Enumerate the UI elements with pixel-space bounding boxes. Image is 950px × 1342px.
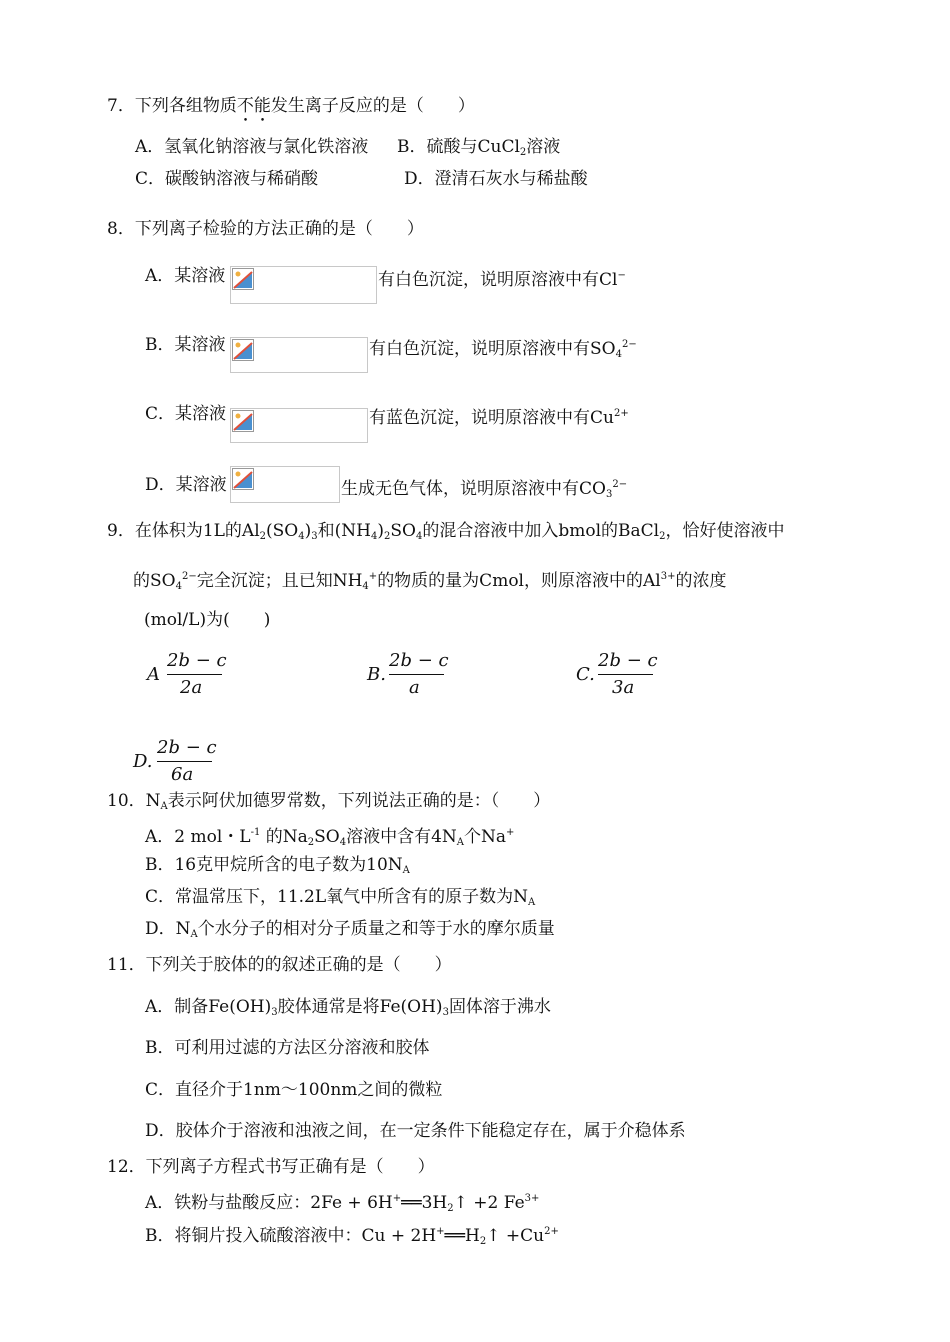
q10-option-a: A．2 mol・$L^{-1}$ 的$Na_2SO_4$溶液中含有$4N_A$个Na+ [145, 827, 515, 848]
q11-option-d: D．胶体介于溶液和浊液之间，在一定条件下能稳定存在，属于介稳体系 [145, 1121, 686, 1141]
broken-image-icon [232, 339, 254, 361]
q10-option-b: B．16克甲烷所含的电子数为$10N_A$ [145, 855, 410, 876]
q11-option-a: A．制备$Fe(OH)_3$胶体通常是将$Fe(OH)_3$固体溶于沸水 [145, 997, 551, 1018]
q11-option-c: C．直径介于1nm～100nm之间的微粒 [145, 1080, 443, 1100]
q7-option-c: C．碳酸钠溶液与稀硝酸 [135, 169, 319, 189]
q11-stem: 11．下列关于胶体的的叙述正确的是（ ） [107, 955, 452, 975]
q12-stem: 12．下列离子方程式书写正确有是（ ） [107, 1157, 435, 1177]
q8-option-d-text: 生成无色气体，说明原溶液中有$CO_3^{2-}$ [341, 479, 628, 500]
q8-stem: 8．下列离子检验的方法正确的是（ ） [107, 219, 424, 239]
q9-option-c: C. 2b − c 3a [576, 650, 658, 698]
q8-option-a-broken-image [230, 266, 377, 304]
q10-option-c: C．常温常压下，11.2L氧气中所含有的原子数为$N_A$ [145, 887, 536, 908]
q8-option-d-prefix: D．某溶液 [145, 475, 227, 495]
q8-option-b-prefix: B．某溶液 [145, 335, 226, 355]
q7-stem: 7．下列各组物质不能发生离子反应的是（ ） [107, 96, 475, 116]
q7-option-b: B．硫酸与CuCl$_2$溶液 [397, 137, 561, 158]
q9-stem-line1: 9．在体积为1L的$Al_2(SO_4)_3$和$(NH_4)_2SO_4$的混合溶液中加入bmol的BaCl$_2$，恰好使溶液中 [107, 521, 785, 542]
q9-option-b: B. 2b − c a [367, 650, 449, 698]
broken-image-icon [232, 268, 254, 290]
q8-option-a-prefix: A．某溶液 [145, 266, 226, 286]
q10-option-d: D．$N_A$个水分子的相对分子质量之和等于水的摩尔质量 [145, 919, 555, 940]
q8-option-a-text: 有白色沉淀，说明原溶液中有Cl− [378, 270, 626, 290]
q8-option-c-prefix: C．某溶液 [145, 404, 227, 424]
q10-stem: 10．$N_A$表示阿伏加德罗常数，下列说法正确的是：（ ） [107, 791, 551, 812]
broken-image-icon [232, 410, 254, 432]
q9-stem-line3: (mol/L)为( ) [144, 610, 271, 630]
q7-option-a: A．氢氧化钠溶液与氯化铁溶液 [135, 137, 369, 157]
q9-option-a: A 2b − c 2a [147, 650, 227, 698]
q7-option-d: D．澄清石灰水与稀盐酸 [404, 169, 588, 189]
q8-option-c-text: 有蓝色沉淀，说明原溶液中有$Cu^{2+}$ [369, 408, 629, 428]
q8-option-d-broken-image [230, 466, 340, 503]
q8-option-c-broken-image [230, 408, 368, 443]
q9-stem-line2: 的$SO_4^{2-}$完全沉淀；且已知$NH_4^+$的物质的量为Cmol，则原溶液中的$Al^{3+}$的浓度 [133, 571, 727, 592]
broken-image-icon [232, 468, 254, 490]
q8-option-b-text: 有白色沉淀，说明原溶液中有$SO_4^{2-}$ [369, 339, 637, 360]
q11-option-b: B．可利用过滤的方法区分溶液和胶体 [145, 1038, 430, 1058]
q9-option-d: D. 2b − c 6a [133, 737, 217, 785]
q12-option-a: A．铁粉与盐酸反应：$2Fe + 6H^+══3H_2↑ +2$ $Fe^{3+}$ [145, 1193, 540, 1214]
q12-option-b: B．将铜片投入硫酸溶液中：$Cu + 2H^+══H_2↑ +Cu^{2+}$ [145, 1226, 559, 1247]
q8-option-b-broken-image [230, 337, 368, 373]
